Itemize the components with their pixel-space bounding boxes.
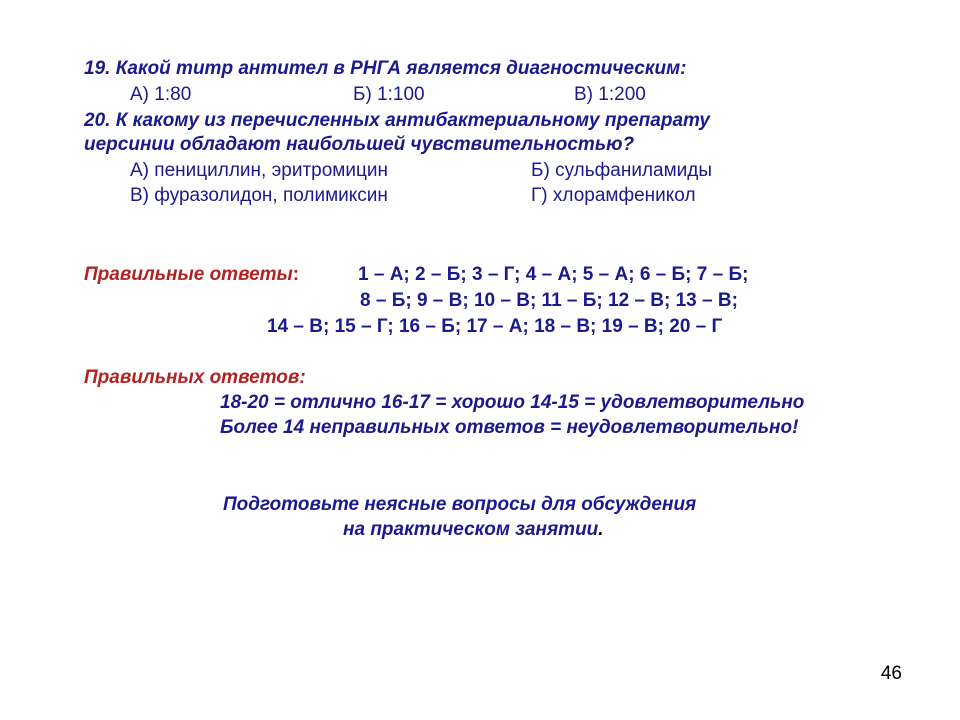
- answers-label: [84, 264, 299, 286]
- q20-option-a: А) пенициллин, эритромицин: [130, 160, 388, 181]
- footer-line-1: Подготовьте неясные вопросы для обсуждения: [223, 494, 697, 515]
- grading-line-2: Более 14 неправильных ответов = неудовлетворительно!: [220, 417, 799, 438]
- q20-option-d: Г) хлорамфеникол: [531, 185, 696, 206]
- answers-row-2: 8 – Б; 9 – В; 10 – В; 11 – Б; 12 – В; 13 – В;: [360, 290, 738, 311]
- q19-option-b: Б) 1:100: [353, 84, 425, 105]
- footer-line-2: [343, 519, 604, 541]
- question-19-text: 19. Какой титр антител в РНГА является диагностическим:: [84, 58, 687, 79]
- answers-label-colon: :: [292, 264, 300, 285]
- answers-row-3: 14 – В; 15 – Г; 16 – Б; 17 – А; 18 – В; 19 – В; 20 – Г: [267, 316, 723, 337]
- question-20-line-2: иерсинии обладают наибольшей чувствительностью?: [84, 134, 635, 155]
- q19-option-c: В) 1:200: [574, 84, 646, 105]
- q20-option-c: В) фуразолидон, полимиксин: [130, 185, 388, 206]
- footer-period: .: [598, 519, 604, 540]
- footer-line-2-text: на практическом занятии: [343, 519, 599, 540]
- q20-option-b: Б) сульфаниламиды: [531, 160, 713, 181]
- grading-label: Правильных ответов:: [84, 367, 306, 388]
- answers-label-text: Правильные ответы: [84, 264, 293, 285]
- page-number: 46: [880, 663, 902, 684]
- question-20-line-1: 20. К какому из перечисленных антибактериальному препарату: [84, 110, 710, 131]
- grading-line-1: 18-20 = отлично 16-17 = хорошо 14-15 = удовлетворительно: [220, 392, 805, 413]
- answers-row-1: 1 – А; 2 – Б; 3 – Г; 4 – А; 5 – А; 6 – Б; 7 – Б;: [358, 264, 749, 285]
- q19-option-a: А) 1:80: [130, 84, 192, 105]
